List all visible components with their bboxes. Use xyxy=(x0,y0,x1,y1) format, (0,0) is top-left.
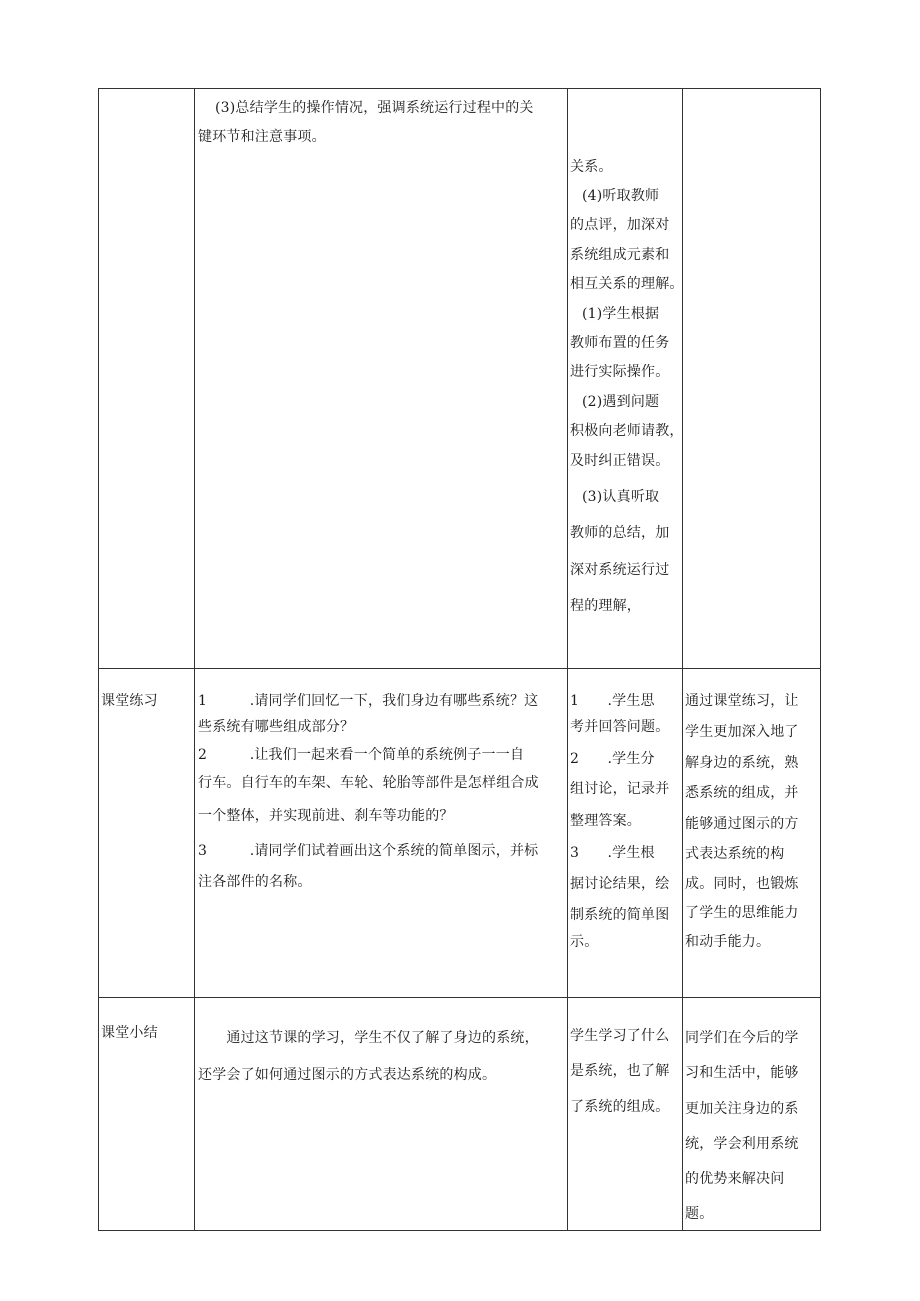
student-activity-line: 及时纠正错误。 xyxy=(570,453,670,469)
design-intent-line: 解身边的系统，熟 xyxy=(685,755,799,771)
design-intent-line: 和动手能力。 xyxy=(685,934,771,950)
student-activity-line: 2 .学生分 xyxy=(570,751,655,767)
teacher-activity-line: 行车。自行车的车架、车轮、轮胎等部件是怎样组合成 xyxy=(198,775,539,791)
student-activity-line: (3)认真听取 xyxy=(582,489,660,505)
lesson-plan-table xyxy=(98,88,821,1231)
student-activity-line: 3 .学生根 xyxy=(570,845,655,861)
student-activity-line: 的点评，加深对 xyxy=(570,217,670,233)
teacher-activity-line: 3 .请同学们试着画出这个系统的简单图示，并标 xyxy=(198,843,539,859)
student-activity-line: 整理答案。 xyxy=(570,813,641,829)
row-divider-2 xyxy=(98,997,821,998)
teacher-activity-line: 键环节和注意事项。 xyxy=(198,129,326,145)
student-activity-line: 学生学习了什么 xyxy=(570,1028,670,1044)
student-activity-line: 积极向老师请教， xyxy=(570,423,684,439)
design-intent-line: 的优势来解决问 xyxy=(685,1171,785,1187)
student-activity-line: 1 .学生思 xyxy=(570,693,655,709)
student-activity-line: 了系统的组成。 xyxy=(570,1099,670,1115)
student-activity-line: 关系。 xyxy=(570,159,613,175)
section-label-summary: 课堂小结 xyxy=(101,1025,158,1041)
student-activity-line: 是系统，也了解 xyxy=(570,1063,670,1079)
table-border-top xyxy=(98,88,821,89)
design-intent-line: 同学们在今后的学 xyxy=(685,1030,799,1046)
design-intent-line: 式表达系统的构 xyxy=(685,846,785,862)
student-activity-line: (1)学生根据 xyxy=(582,306,660,322)
column-divider-1 xyxy=(194,88,195,1231)
design-intent-line: 统，学会利用系统 xyxy=(685,1136,799,1152)
student-activity-line: 深对系统运行过 xyxy=(570,562,670,578)
student-activity-line: 制系统的简单图 xyxy=(570,907,670,923)
student-activity-line: 示。 xyxy=(570,934,599,950)
design-intent-line: 题。 xyxy=(685,1206,714,1222)
design-intent-line: 更加关注身边的系 xyxy=(685,1101,799,1117)
design-intent-line: 学生更加深入地了 xyxy=(685,724,799,740)
design-intent-line: 悉系统的组成，并 xyxy=(685,785,799,801)
design-intent-line: 能够通过图示的方 xyxy=(685,816,799,832)
column-divider-2 xyxy=(567,88,568,1231)
teacher-activity-line: (3)总结学生的操作情况，强调系统运行过程中的关 xyxy=(215,100,534,116)
student-activity-line: 系统组成元素和 xyxy=(570,247,670,263)
teacher-activity-line: 些系统有哪些组成部分？ xyxy=(198,719,355,735)
design-intent-line: 成。同时，也锻炼 xyxy=(685,876,799,892)
student-activity-line: 考并回答问题。 xyxy=(570,719,670,735)
student-activity-line: 组讨论，记录并 xyxy=(570,781,670,797)
table-border-right xyxy=(820,88,821,1231)
teacher-activity-line: 1 .请同学们回忆一下，我们身边有哪些系统？这 xyxy=(198,693,539,709)
design-intent-line: 习和生活中，能够 xyxy=(685,1065,799,1081)
table-border-bottom xyxy=(98,1230,821,1231)
student-activity-line: (4)听取教师 xyxy=(582,188,660,204)
teacher-activity-line: 一个整体，并实现前进、刹车等功能的？ xyxy=(198,808,454,824)
design-intent-line: 通过课堂练习，让 xyxy=(685,693,799,709)
teacher-activity-line: 通过这节课的学习，学生不仅了解了身边的系统， xyxy=(198,1030,539,1046)
design-intent-line: 了学生的思维能力 xyxy=(685,905,799,921)
section-label-practice: 课堂练习 xyxy=(101,693,158,709)
teacher-activity-line: 2 .让我们一起来看一个简单的系统例子一一自 xyxy=(198,747,525,763)
student-activity-line: 进行实际操作。 xyxy=(570,364,670,380)
column-divider-3 xyxy=(682,88,683,1231)
teacher-activity-line: 注各部件的名称。 xyxy=(198,874,312,890)
row-divider-1 xyxy=(98,668,821,669)
teacher-activity-line: 还学会了如何通过图示的方式表达系统的构成。 xyxy=(198,1067,497,1083)
student-activity-line: 据讨论结果，绘 xyxy=(570,876,670,892)
table-border-left xyxy=(98,88,99,1231)
student-activity-line: 教师的总结，加 xyxy=(570,525,670,541)
student-activity-line: 程的理解， xyxy=(570,598,641,614)
student-activity-line: (2)遇到问题 xyxy=(582,394,660,410)
student-activity-line: 相互关系的理解。 xyxy=(570,276,684,292)
student-activity-line: 教师布置的任务 xyxy=(570,335,670,351)
